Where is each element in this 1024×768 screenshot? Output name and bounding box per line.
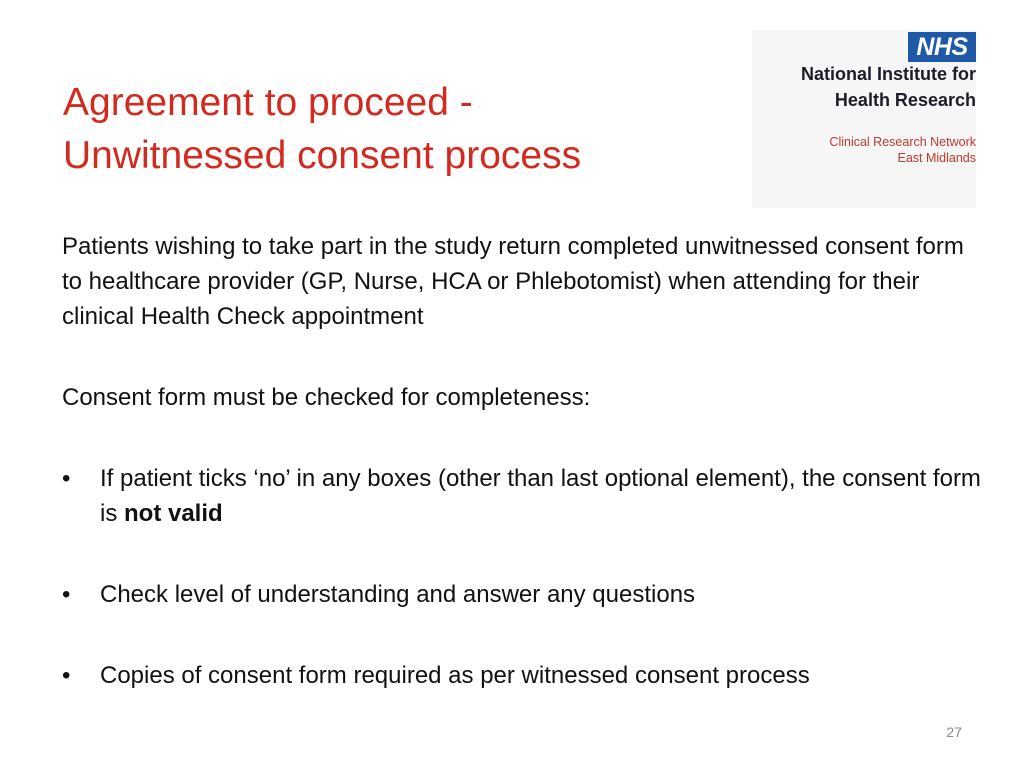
bullet-icon: • <box>62 662 71 689</box>
title-line-1: Agreement to proceed - <box>63 81 473 124</box>
bullet-icon: • <box>62 581 71 608</box>
bullet-icon: • <box>62 465 71 492</box>
slide-content <box>62 229 982 693</box>
nhs-logo-badge: NHS <box>908 32 976 62</box>
bullet-text: Check level of understanding and answer any questions <box>100 581 696 608</box>
title-line-2: Unwitnessed consent process <box>63 134 582 177</box>
bullet-text: If patient ticks ‘no’ in any boxes (other than last optional element), the consent form is <box>100 465 981 527</box>
bullet-item <box>62 461 982 531</box>
bullet-item <box>62 577 982 612</box>
slide-title <box>63 76 723 182</box>
bullet-emphasis: not valid <box>124 500 223 527</box>
bullet-item <box>62 658 982 693</box>
logo-org-line-2: Health Research <box>834 90 976 110</box>
logo-org-line-1: National Institute for <box>801 64 976 84</box>
bullet-text: Copies of consent form required as per witnessed consent process <box>100 662 810 689</box>
checklist-heading: Consent form must be checked for completeness: <box>62 384 591 411</box>
nihr-logo <box>752 30 976 208</box>
logo-network-line-1: Clinical Research Network <box>829 135 976 149</box>
bullet-list <box>62 461 982 693</box>
logo-network-line-2: East Midlands <box>897 151 976 165</box>
page-number: 27 <box>946 724 962 740</box>
intro-paragraph: Patients wishing to take part in the study return completed unwitnessed consent form to healthcare provider (GP, Nurse, HCA or Phlebotomist) when attending for their clinical Health Check appointment <box>62 233 964 330</box>
